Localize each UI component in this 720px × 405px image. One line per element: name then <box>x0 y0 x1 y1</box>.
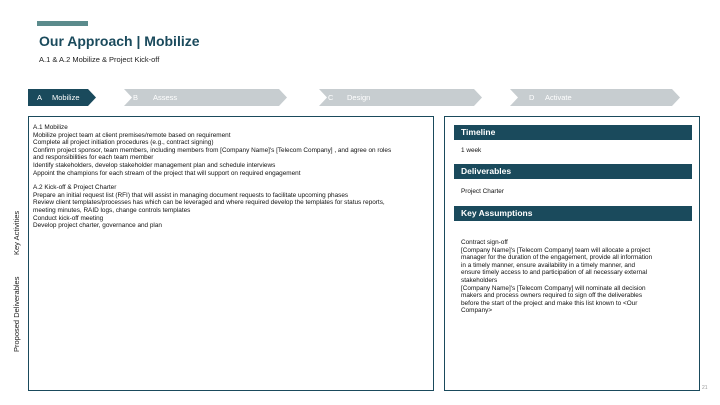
phase-activate[interactable] <box>510 89 680 106</box>
phase-letter: D <box>529 93 535 102</box>
phase-name: Mobilize <box>52 93 80 102</box>
deliverables-value: Project Charter <box>461 188 504 195</box>
accent-bar <box>37 21 88 26</box>
assumptions-header: Key Assumptions <box>454 206 692 221</box>
activity-line: Mobilize project team at client premises/remote based on requirement <box>33 131 231 139</box>
assumption-line: [Company Name]'s [Telecom Company] team will allocate a project <box>461 246 651 254</box>
phase-mobilize[interactable] <box>28 89 96 106</box>
activity-line: Appoint the champions for each stream of the project that will support on required engagement <box>33 169 301 177</box>
phase-letter: C <box>328 93 334 102</box>
phase-design[interactable] <box>319 89 482 106</box>
spacer <box>33 177 428 184</box>
timeline-value: 1 week <box>461 147 482 154</box>
activity-line: A.1 Mobilize <box>33 124 68 131</box>
phase-name: Assess <box>153 93 178 102</box>
activity-line: Conduct kick-off meeting <box>33 214 104 222</box>
page-title: Our Approach | Mobilize <box>39 33 200 49</box>
phase-name: Activate <box>545 93 572 102</box>
assumption-line: before the start of the project and make this list known to <Our <box>461 299 638 307</box>
activity-line: Confirm project sponsor, team members, including members from [Company Name]'s [Telecom Company] , and agree on roles <box>33 146 392 154</box>
page-subtitle: A.1 & A.2 Mobilize & Project Kick-off <box>39 55 160 64</box>
phase-name: Design <box>347 93 371 102</box>
page-number: 21 <box>702 385 708 391</box>
activity-line: Identify stakeholders, develop stakeholder management plan and schedule interviews <box>33 161 276 169</box>
activity-line: and responsibilities for each team member <box>33 154 154 162</box>
assumptions-text <box>461 239 689 315</box>
deliverables-header: Deliverables <box>454 164 692 179</box>
activity-line: Prepare an initial request list (RFI) that will assist in managing document requests to facilitate upcoming phases <box>33 191 349 199</box>
assumption-line: stakeholders <box>461 276 498 284</box>
key-activities-label: Key Activities <box>12 210 21 255</box>
proposed-deliverables-label: Proposed Deliverables <box>12 276 21 352</box>
activity-line: Review client templates/processes has which can be leveraged and where required develop the templates for status reports, <box>33 199 385 207</box>
phase-assess[interactable] <box>124 89 287 106</box>
assumption-line: makers and process owners required to sign off the deliverables <box>461 292 643 300</box>
chevron-shape <box>510 89 680 106</box>
assumption-line: ensure timely access to and participation of all necessary external <box>461 269 648 277</box>
timeline-header: Timeline <box>454 125 692 140</box>
activity-line: A.2 Kick-off & Project Charter <box>33 184 117 192</box>
assumption-line: in a timely manner, ensure availability in a timely manner, and <box>461 261 636 269</box>
chevron-shape <box>124 89 287 106</box>
assumption-line: [Company Name]'s [Telecom Company] will nominate all decision <box>461 284 646 292</box>
chevron-shape <box>319 89 482 106</box>
activity-line: meeting minutes, RAID logs, change controls templates <box>33 206 191 214</box>
activities-text <box>33 124 428 230</box>
activity-line: Complete all project initiation procedures (e.g., contract signing) <box>33 139 214 147</box>
assumption-line: Contract sign-off <box>461 239 508 246</box>
phase-letter: A <box>37 93 43 102</box>
assumption-line: Company> <box>461 307 493 315</box>
activity-line: Develop project charter, governance and plan <box>33 222 162 230</box>
phase-letter: B <box>133 93 139 102</box>
assumption-line: manager for the duration of the engagement, provide all information <box>461 254 653 262</box>
